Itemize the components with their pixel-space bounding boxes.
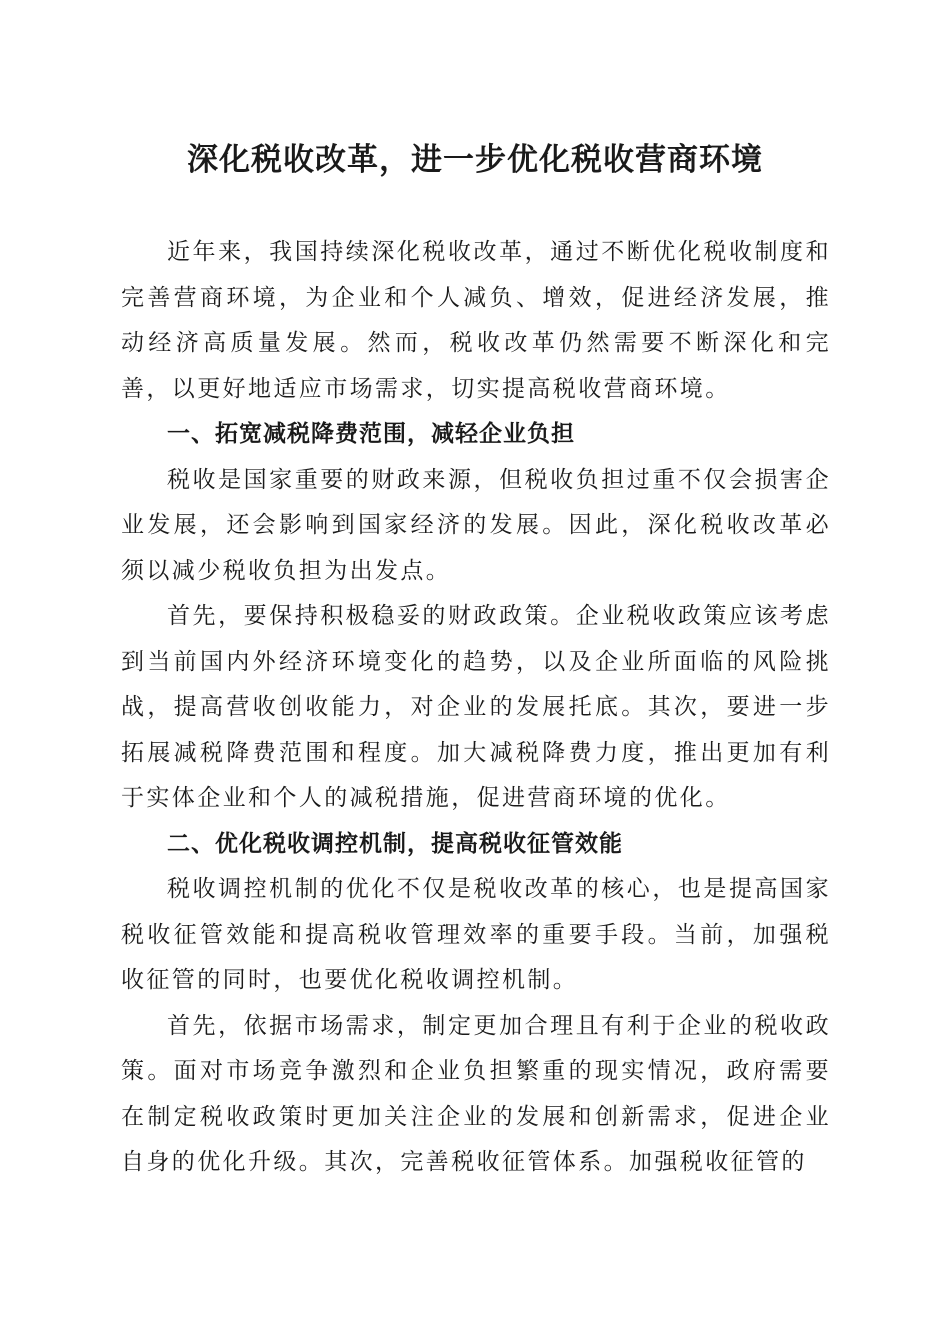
paragraph-section1-2: 首先，要保持积极稳妥的财政政策。企业税收政策应该考虑到当前国内外经济环境变化的趋势，以及企业所面临的风险挑战，提高营收创收能力，对企业的发展托底。其次，要进一步拓展减税降费范围和程度。加大减税降费力度，推出更加有利于实体企业和个人的减税措施，促进营商环境的优化。 xyxy=(121,603,831,811)
paragraph-intro: 近年来，我国持续深化税收改革，通过不断优化税收制度和完善营商环境，为企业和个人减负、增效，促进经济发展，推动经济高质量发展。然而，税收改革仍然需要不断深化和完善，以更好地适应市场需求，切实提高税收营商环境。 xyxy=(121,239,831,402)
document-body xyxy=(121,230,831,1186)
document-title: 深化税收改革，进一步优化税收营商环境 xyxy=(187,142,763,178)
paragraph-section2-2: 首先，依据市场需求，制定更加合理且有利于企业的税收政策。面对市场竞争激烈和企业负担繁重的现实情况，政府需要在制定税收政策时更加关注企业的发展和创新需求，促进企业自身的优化升级。其次，完善税收征管体系。加强税收征管的 xyxy=(121,1012,831,1175)
paragraph-section1-1: 税收是国家重要的财政来源，但税收负担过重不仅会损害企业发展，还会影响到国家经济的发展。因此，深化税收改革必须以减少税收负担为出发点。 xyxy=(121,466,831,584)
paragraph-section2-1: 税收调控机制的优化不仅是税收改革的核心，也是提高国家税收征管效能和提高税收管理效率的重要手段。当前，加强税收征管的同时，也要优化税收调控机制。 xyxy=(121,876,831,993)
section-heading-1: 一、拓宽减税降费范围，减轻企业负担 xyxy=(167,421,575,447)
section-heading-2: 二、优化税收调控机制，提高税收征管效能 xyxy=(167,830,623,857)
